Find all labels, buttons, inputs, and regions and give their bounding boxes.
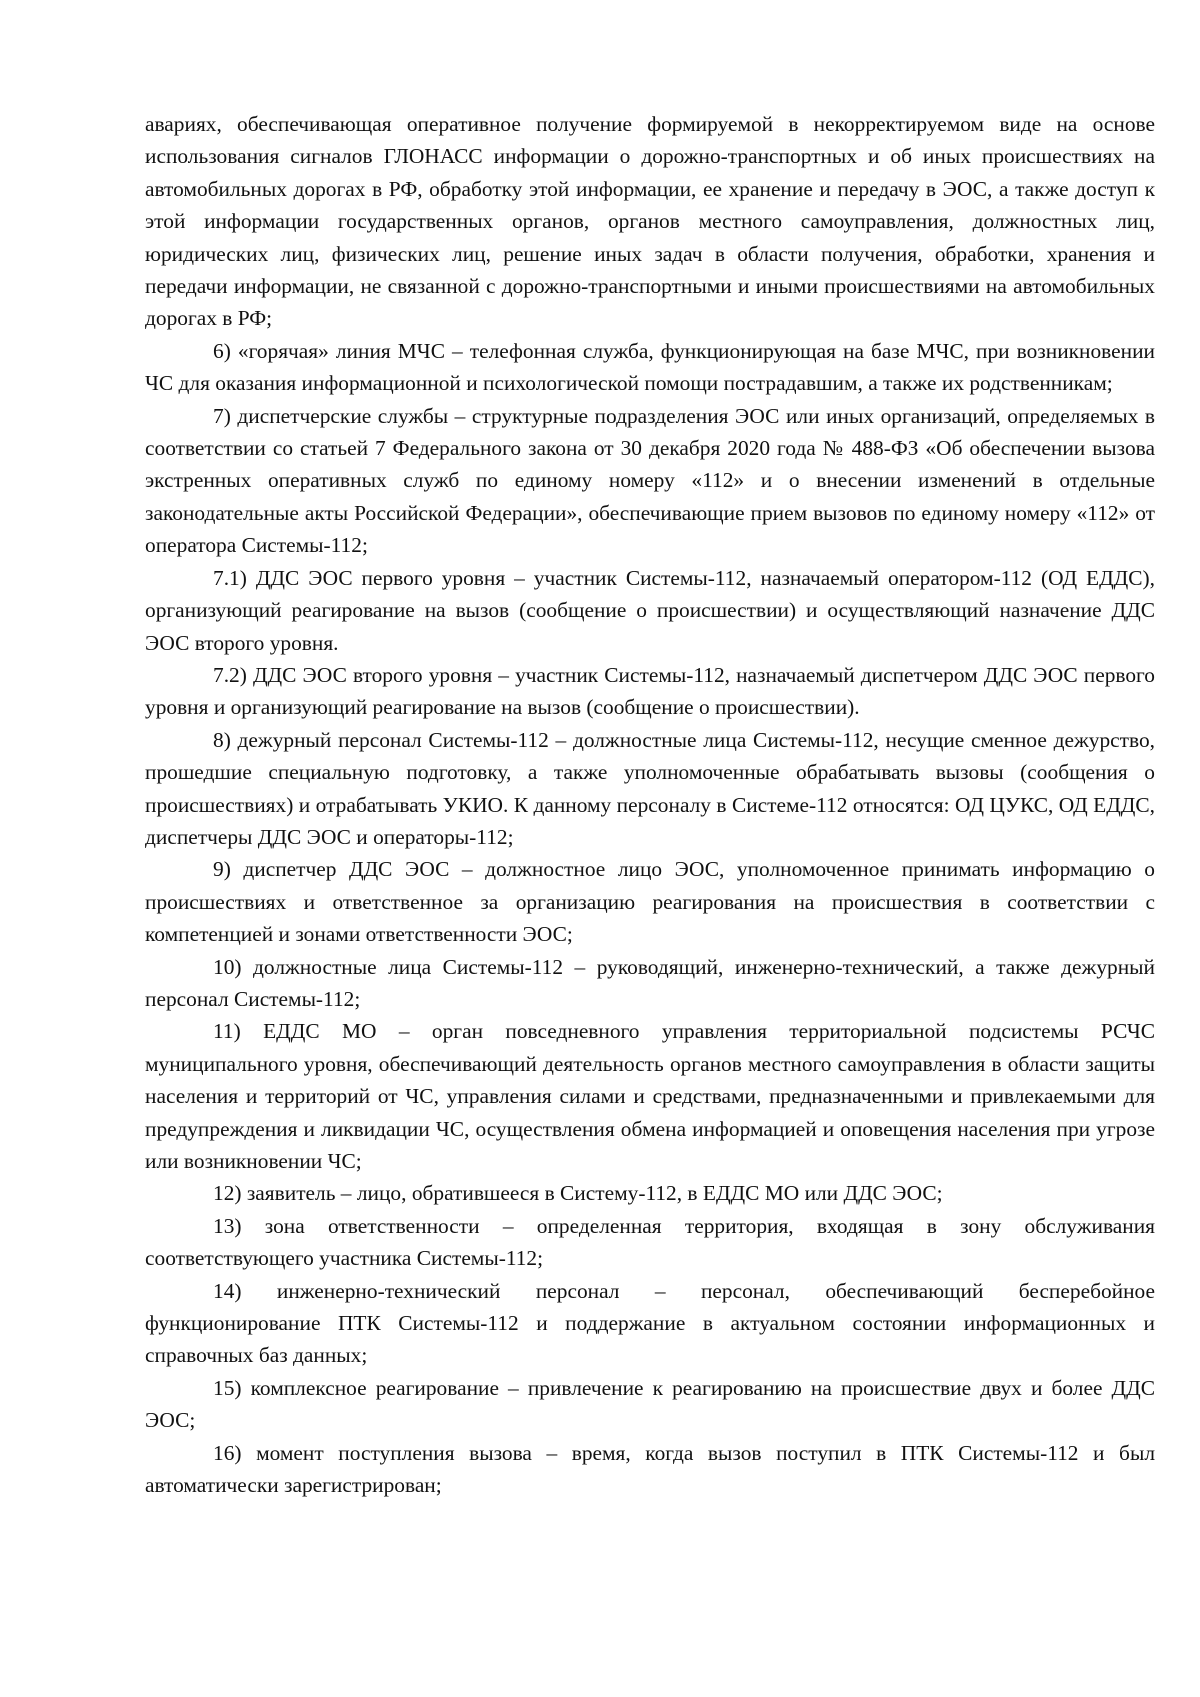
paragraph-item-14: 14) инженерно-технический персонал – персонал, обеспечивающий бесперебойное функционирование ПТК Системы-112 и поддержание в актуальном состоянии информационных и справочных баз данных; bbox=[145, 1278, 1155, 1368]
paragraph-item-9: 9) диспетчер ДДС ЭОС – должностное лицо ЭОС, уполномоченное принимать информацию о происшествиях и ответственное за организацию реагирования на происшествия в соответствии с компетенцией и зонами ответственности ЭОС; bbox=[145, 857, 1155, 947]
paragraph-item-7: 7) диспетчерские службы – структурные подразделения ЭОС или иных организаций, определяемых в соответствии со статьей 7 Федерального закона от 30 декабря 2020 года № 488-ФЗ «Об обеспечении вызова экстренных оперативных служб по единому номеру «112» и о внесении изменений в отдельные законодательные акты Российской Федерации», обеспечивающие прием вызовов по единому номеру «112» от оператора Системы-112; bbox=[145, 403, 1155, 558]
paragraph-item-10: 10) должностные лица Системы-112 – руководящий, инженерно-технический, а также дежурный персонал Системы-112; bbox=[145, 954, 1155, 1011]
paragraph-item-13: 13) зона ответственности – определенная территория, входящая в зону обслуживания соответствующего участника Системы-112; bbox=[145, 1213, 1155, 1271]
paragraph-item-7-2: 7.2) ДДС ЭОС второго уровня – участник Системы-112, назначаемый диспетчером ДДС ЭОС первого уровня и организующий реагирование на вызов (сообщение о происшествии). bbox=[145, 662, 1155, 720]
paragraph-continuation: авариях, обеспечивающая оперативное получение формируемой в некорректируемом виде на основе использования сигналов ГЛОНАСС информации о дорожно-транспортных и об иных происшествиях на автомобильных дорогах в РФ, обработку этой информации, ее хранение и передачу в ЭОС, а также доступ к этой информации государственных органов, органов местного самоуправления, должностных лиц, юридических лиц, физических лиц, решение иных задач в области получения, обработки, хранения и передачи информации, не связанной с дорожно-транспортными и иными происшествиями на автомобильных дорогах в РФ; bbox=[145, 112, 1155, 331]
paragraph-item-7-1: 7.1) ДДС ЭОС первого уровня – участник Системы-112, назначаемый оператором-112 (ОД ЕДДС), организующий реагирование на вызов (сообщение о происшествии) и осуществляющий назначение ДДС ЭОС второго уровня. bbox=[145, 565, 1155, 655]
paragraph-item-16: 16) момент поступления вызова – время, когда вызов поступил в ПТК Системы-112 и был автоматически зарегистрирован; bbox=[145, 1440, 1155, 1498]
paragraph-item-8: 8) дежурный персонал Системы-112 – должностные лица Системы-112, несущие сменное дежурство, прошедшие специальную подготовку, а также уполномоченные обрабатывать вызовы (сообщения о происшествиях) и отрабатывать УКИО. К данному персоналу в Системе-112 относятся: ОД ЦУКС, ОД ЕДДС, диспетчеры ДДС ЭОС и операторы-112; bbox=[145, 727, 1155, 849]
paragraph-item-12: 12) заявитель – лицо, обратившееся в Систему-112, в ЕДДС МО или ДДС ЭОС; bbox=[213, 1181, 943, 1206]
document-page bbox=[145, 108, 1155, 1501]
paragraph-item-15: 15) комплексное реагирование – привлечение к реагированию на происшествие двух и более ДДС ЭОС; bbox=[145, 1375, 1155, 1433]
paragraph-item-11: 11) ЕДДС МО – орган повседневного управления территориальной подсистемы РСЧС муниципального уровня, обеспечивающий деятельность органов местного самоуправления в области защиты населения и территорий от ЧС, управления силами и средствами, предназначенными и привлекаемыми для предупреждения и ликвидации ЧС, осуществления обмена информацией и оповещения населения при угрозе или возникновении ЧС; bbox=[145, 1019, 1155, 1173]
paragraph-item-6: 6) «горячая» линия МЧС – телефонная служба, функционирующая на базе МЧС, при возникновении ЧС для оказания информационной и психологической помощи пострадавшим, а также их родственникам; bbox=[145, 338, 1155, 396]
